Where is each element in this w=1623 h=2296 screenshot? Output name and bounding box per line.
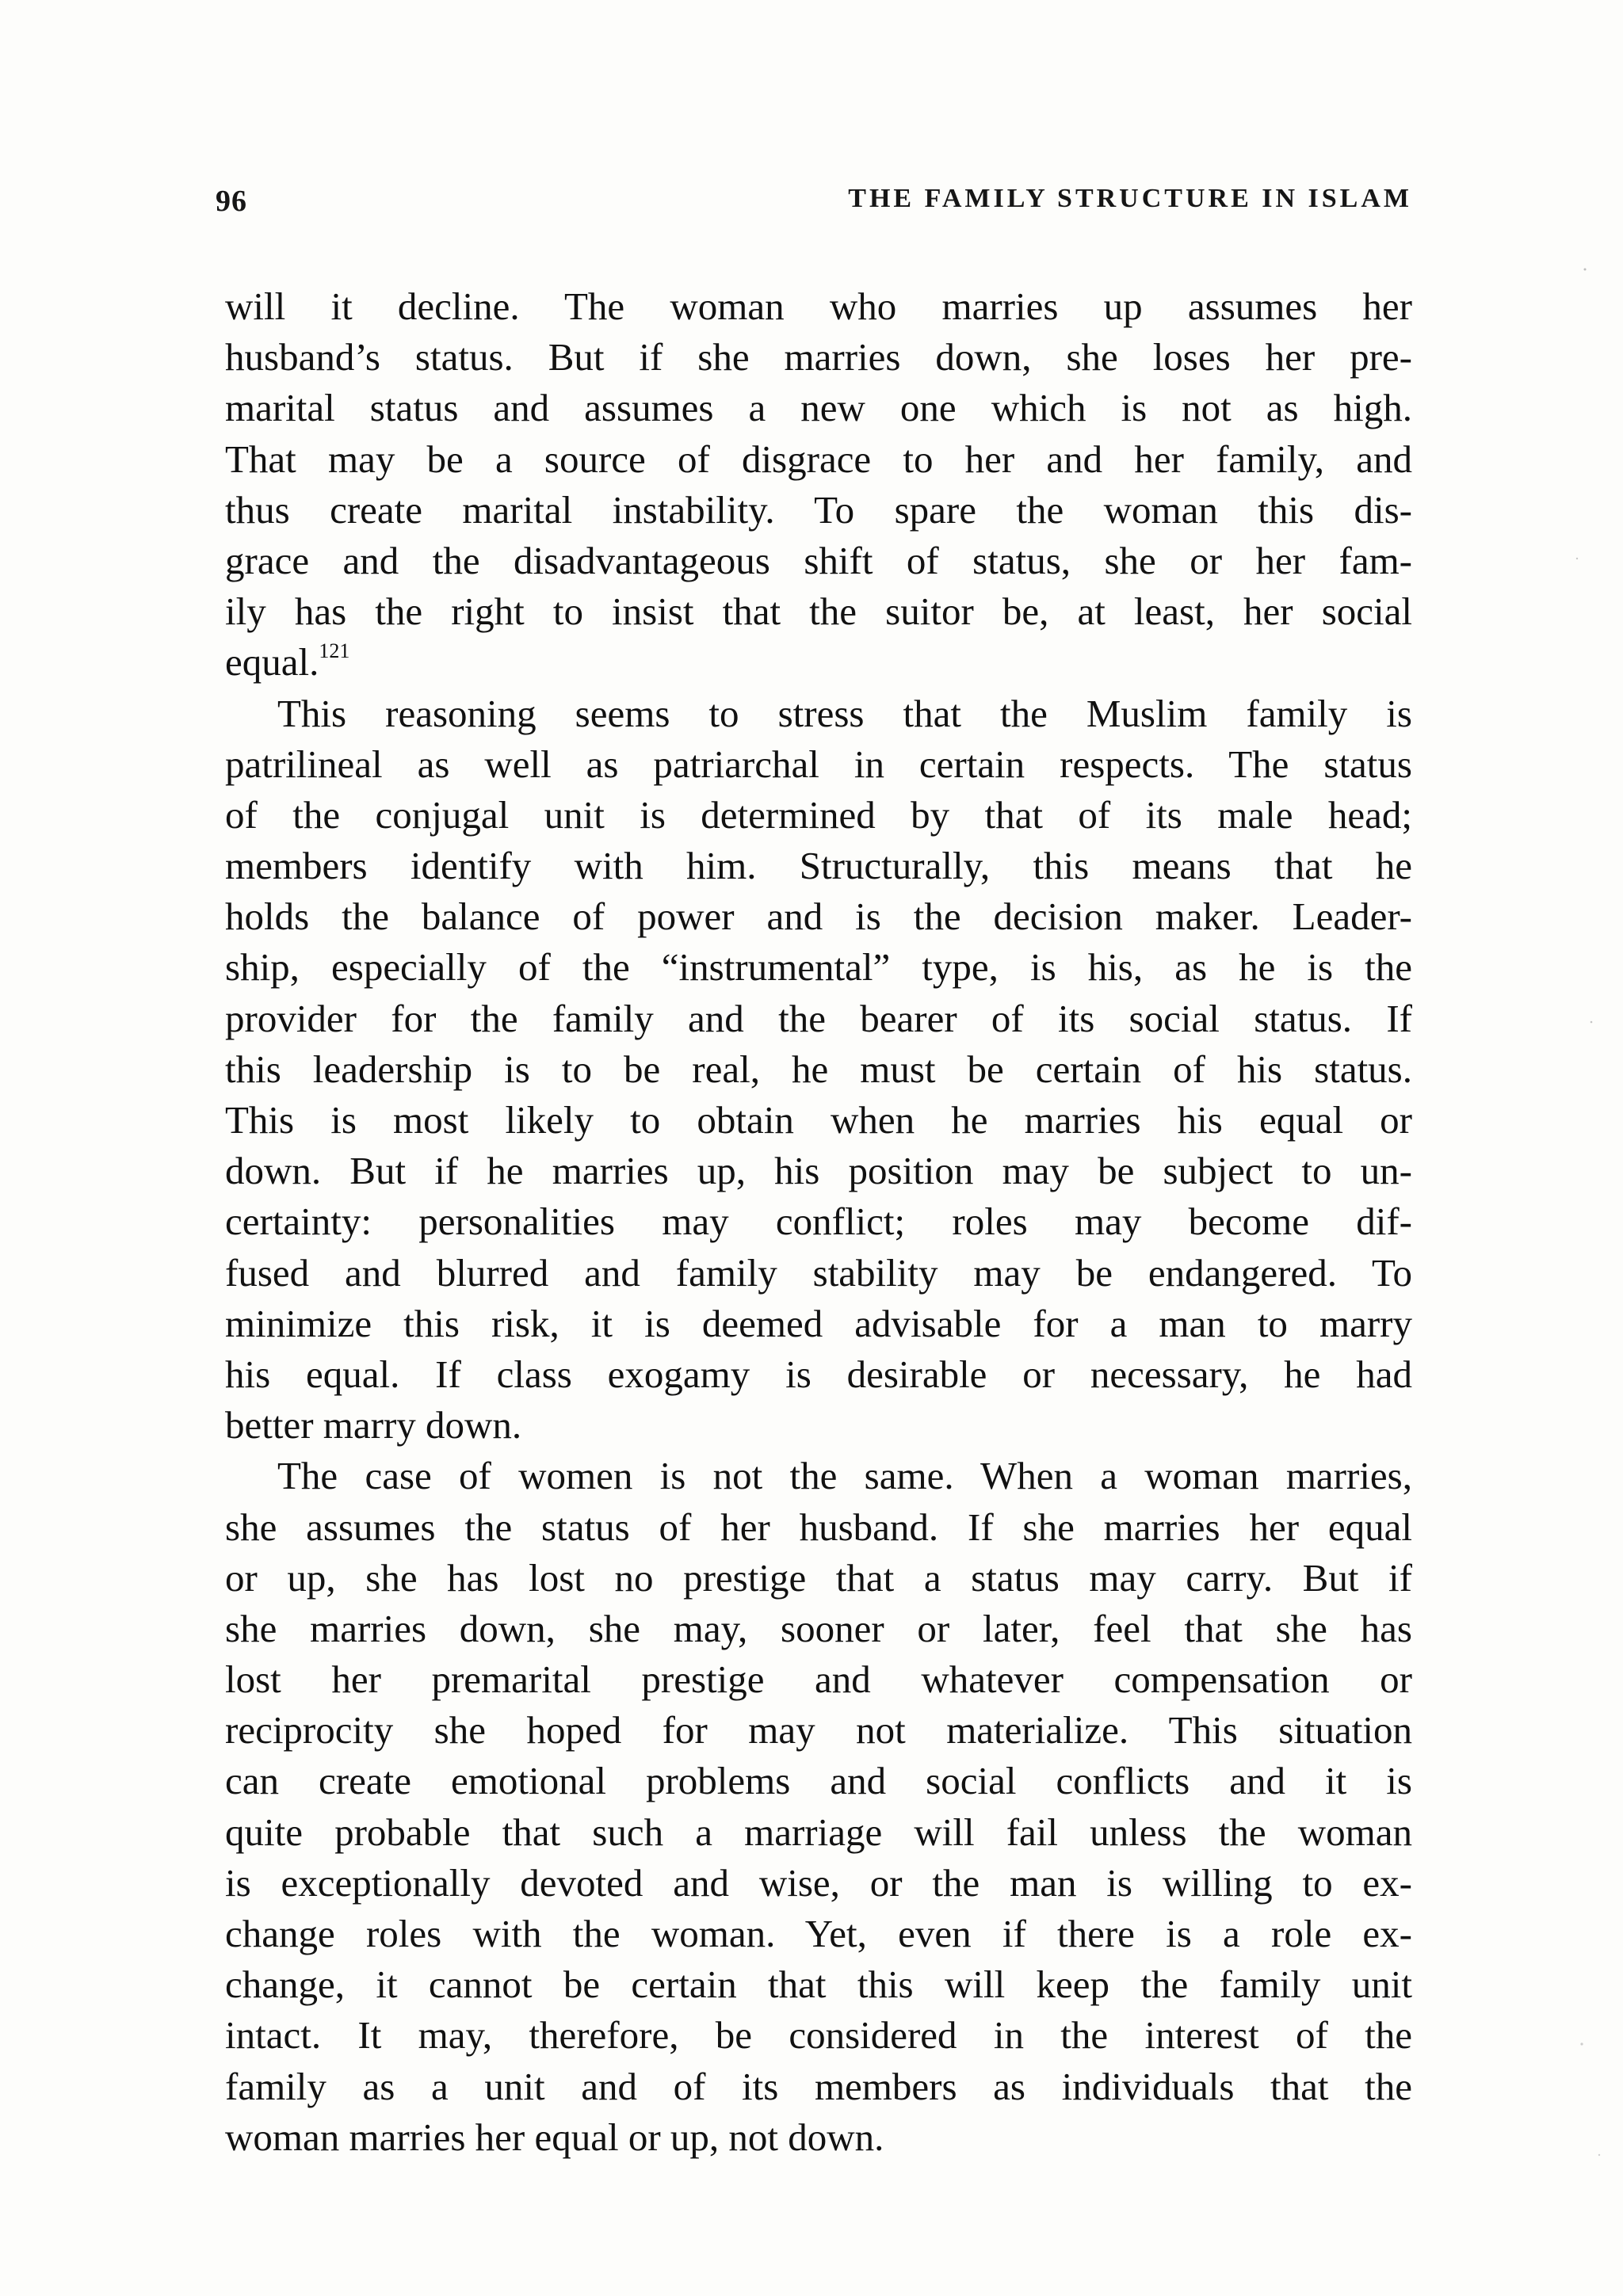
text-line: lost her premarital prestige and whatever compensation or — [225, 1657, 1412, 1702]
text-line: thus create marital instability. To spare the woman this dis- — [225, 487, 1412, 532]
text-line: provider for the family and the bearer of its social status. If — [225, 996, 1412, 1040]
text-line: husband’s status. But if she marries down, she loses her pre- — [225, 335, 1412, 379]
running-head: THE FAMILY STRUCTURE IN ISLAM — [848, 184, 1412, 213]
text-line: down. But if he marries up, his position may be subject to un- — [225, 1149, 1412, 1193]
text-line: this leadership is to be real, he must be certain of his status. — [225, 1047, 1412, 1091]
text-line: is exceptionally devoted and wise, or the man is willing to ex- — [225, 1860, 1412, 1905]
page-number: 96 — [216, 185, 247, 218]
page-header — [216, 184, 1412, 231]
text-line: members identify with him. Structurally, this means that he — [225, 844, 1412, 888]
text-line: minimize this risk, it is deemed advisable for a man to marry — [225, 1301, 1412, 1345]
text-line: grace and the disadvantageous shift of status, she or her fam- — [225, 538, 1412, 582]
text-line: holds the balance of power and is the decision maker. Leader- — [225, 894, 1412, 939]
text-line: certainty: personalities may conflict; roles may become dif- — [225, 1199, 1412, 1244]
footnote-reference: 121 — [319, 639, 350, 663]
text-line: fused and blurred and family stability may be endangered. To — [225, 1250, 1412, 1295]
text-line: reciprocity she hoped for may not materialize. This situation — [225, 1708, 1412, 1753]
text-line: This is most likely to obtain when he marries his equal or — [225, 1098, 1412, 1142]
text-line — [225, 637, 1412, 688]
text-line: That may be a source of disgrace to her and her family, and — [225, 437, 1412, 481]
text-line: marital status and assumes a new one which is not as high. — [225, 386, 1412, 430]
text-line: This reasoning seems to stress that the Muslim family is — [277, 691, 1412, 735]
text-line: ily has the right to insist that the suitor be, at least, her social — [225, 589, 1412, 634]
scan-edge-specks — [1568, 0, 1623, 2296]
text-line: family as a unit and of its members as individuals that the — [225, 2064, 1412, 2108]
body-text — [225, 281, 1412, 2163]
text-line-content: equal. — [225, 640, 319, 685]
text-line: she marries down, she may, sooner or later, feel that she has — [225, 1606, 1412, 1650]
text-line: his equal. If class exogamy is desirable or necessary, he had — [225, 1352, 1412, 1396]
text-line: of the conjugal unit is determined by that of its male head; — [225, 792, 1412, 837]
text-line: will it decline. The woman who marries up assumes her — [225, 284, 1412, 328]
text-line: quite probable that such a marriage will fail unless the woman — [225, 1810, 1412, 1854]
text-line: she assumes the status of her husband. If she marries her equal — [225, 1505, 1412, 1549]
text-line: change roles with the woman. Yet, even if there is a role ex- — [225, 1912, 1412, 1955]
text-line: or up, she has lost no prestige that a status may carry. But if — [225, 1555, 1412, 1600]
text-line: can create emotional problems and social conflicts and it is — [225, 1759, 1412, 1803]
text-line: intact. It may, therefore, be considered in the interest of the — [225, 2013, 1412, 2058]
text-line: woman marries her equal or up, not down. — [225, 2115, 884, 2159]
text-line: The case of women is not the same. When a woman marries, — [277, 1454, 1412, 1498]
text-line: change, it cannot be certain that this will keep the family unit — [225, 1962, 1412, 2007]
text-line: patrilineal as well as patriarchal in certain respects. The status — [225, 742, 1412, 786]
text-line: better marry down. — [225, 1403, 522, 1447]
text-line: ship, especially of the “instrumental” type, is his, as he is the — [225, 945, 1412, 990]
